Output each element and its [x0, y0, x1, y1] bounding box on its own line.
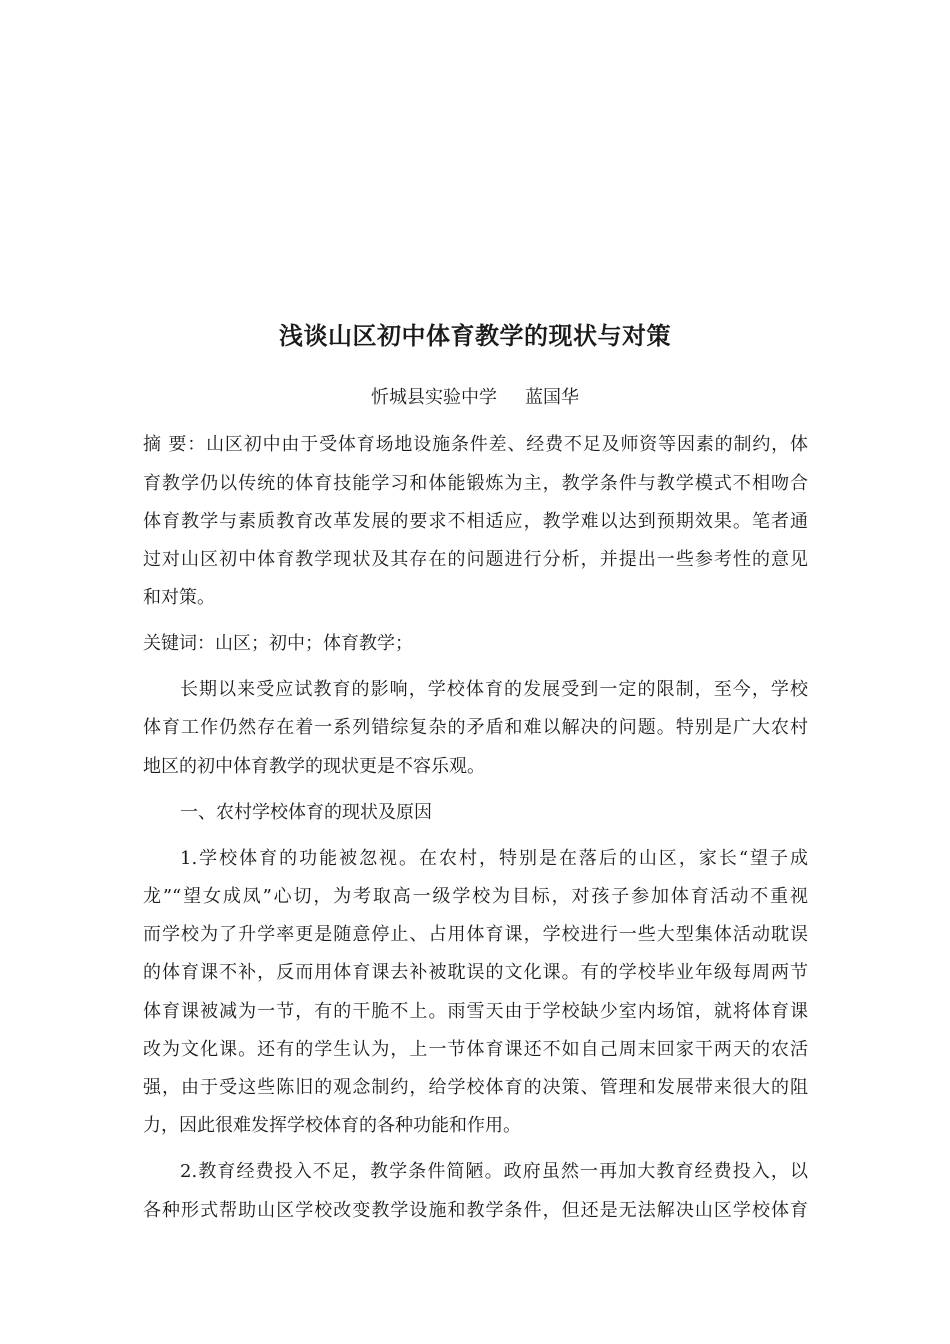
abstract-line: 摘 要：山区初中由于受体育场地设施条件差、经费不足及师资等因素的制约，体	[143, 434, 808, 455]
article-title: 浅谈山区初中体育教学的现状与对策	[279, 322, 671, 350]
keywords: 关键词：山区；初中；体育教学；	[143, 633, 413, 654]
abstract-line: 过对山区初中体育教学现状及其存在的问题进行分析，并提出一些参考性的意见	[143, 549, 808, 570]
intro-line: 地区的初中体育教学的现状更是不容乐观。	[143, 756, 485, 777]
point2-line: 各种形式帮助山区学校改变教学设施和教学条件，但还是无法解决山区学校体育	[143, 1200, 808, 1221]
point1-line: 强，由于受这些陈旧的观念制约，给学校体育的决策、管理和发展带来很大的阻	[143, 1077, 808, 1098]
point1-line: 改为文化课。还有的学生认为，上一节体育课还不如自己周末回家干两天的农活	[143, 1039, 808, 1060]
section-heading: 一、农村学校体育的现状及原因	[180, 802, 432, 823]
point1-line: 力，因此很难发挥学校体育的各种功能和作用。	[143, 1115, 521, 1136]
point1-line: 体育课被减为一节，有的干脆不上。雨雪天由于学校缺少室内场馆，就将体育课	[143, 1001, 808, 1022]
intro-line: 体育工作仍然存在着一系列错综复杂的矛盾和难以解决的问题。特别是广大农村	[143, 717, 808, 738]
abstract-line: 育教学仍以传统的体育技能学习和体能锻炼为主，教学条件与教学模式不相吻合	[143, 473, 808, 494]
point1-line: 龙”“望女成凤”心切，为考取高一级学校为目标，对孩子参加体育活动不重视	[143, 886, 808, 907]
author-name: 蓝国华	[525, 387, 579, 408]
point2-line: 2.教育经费投入不足，教学条件简陋。政府虽然一再加大教育经费投入，以	[180, 1161, 808, 1182]
author-line	[0, 383, 950, 413]
point1-line: 1.学校体育的功能被忽视。在农村，特别是在落后的山区，家长“望子成	[180, 848, 808, 869]
abstract-line: 体育教学与素质教育改革发展的要求不相适应，教学难以达到预期效果。笔者通	[143, 511, 808, 532]
intro-line: 长期以来受应试教育的影响，学校体育的发展受到一定的限制，至今，学校	[180, 679, 808, 700]
point1-line: 的体育课不补，反而用体育课去补被耽误的文化课。有的学校毕业年级每周两节	[143, 962, 808, 983]
abstract-line: 和对策。	[143, 587, 215, 608]
point1-line: 而学校为了升学率更是随意停止、占用体育课，学校进行一些大型集体活动耽误	[143, 924, 808, 945]
author-school: 忻城县实验中学	[371, 387, 497, 408]
